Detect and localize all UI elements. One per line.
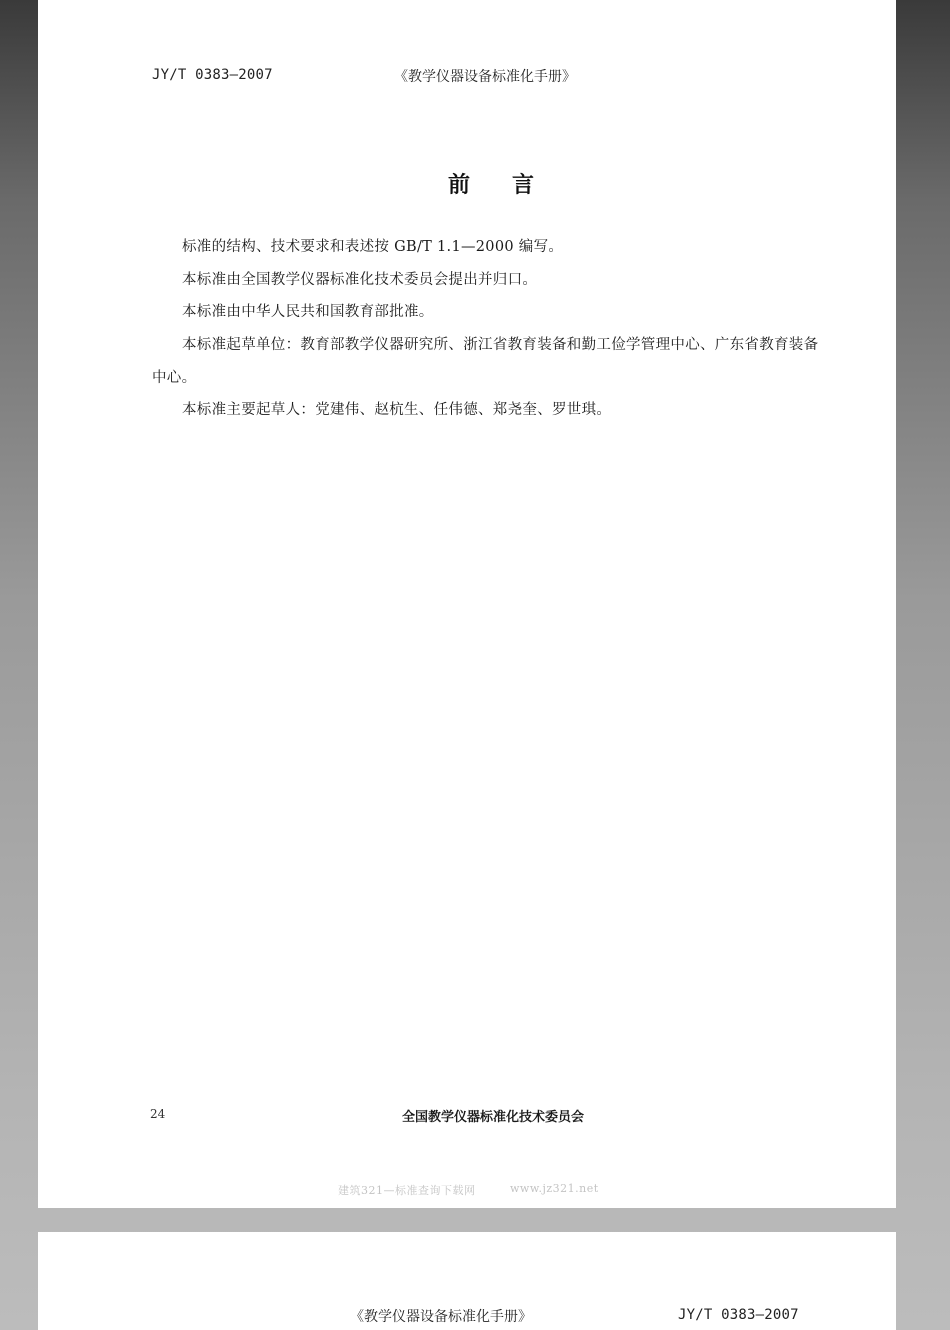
header-book-title: 《教学仪器设备标准化手册》 — [350, 1309, 532, 1325]
paragraph-proposer: 本标准由全国教学仪器标准化技术委员会提出并归口。 — [182, 272, 538, 288]
paragraph-drafting-units: 本标准起草单位：教育部教学仪器研究所、浙江省教育装备和勤工俭学管理中心、广东省教育装备 — [182, 337, 819, 353]
page-title: 前言 — [448, 173, 577, 198]
paragraph-approval: 本标准由中华人民共和国教育部批准。 — [182, 304, 434, 320]
document-page — [38, 0, 896, 1208]
footer-organization: 全国教学仪器标准化技术委员会 — [402, 1110, 585, 1125]
header-standard-code: JY/T 0383—2007 — [678, 1307, 799, 1323]
footer-page-number: 24 — [150, 1107, 166, 1121]
watermark-url: www.jz321.net — [510, 1182, 599, 1195]
paragraph-structure: 标准的结构、技术要求和表述按 GB/T 1.1—2000 编写。 — [182, 239, 564, 255]
paragraph-drafters: 本标准主要起草人：党建伟、赵杭生、任伟德、郑尧奎、罗世琪。 — [182, 402, 612, 418]
next-document-page — [38, 1232, 896, 1330]
watermark-site-name: 建筑321—标准查询下载网 — [338, 1184, 476, 1197]
header-standard-code: JY/T 0383—2007 — [152, 67, 273, 83]
paragraph-drafting-units-cont: 中心。 — [152, 370, 197, 386]
header-book-title: 《教学仪器设备标准化手册》 — [394, 69, 576, 85]
